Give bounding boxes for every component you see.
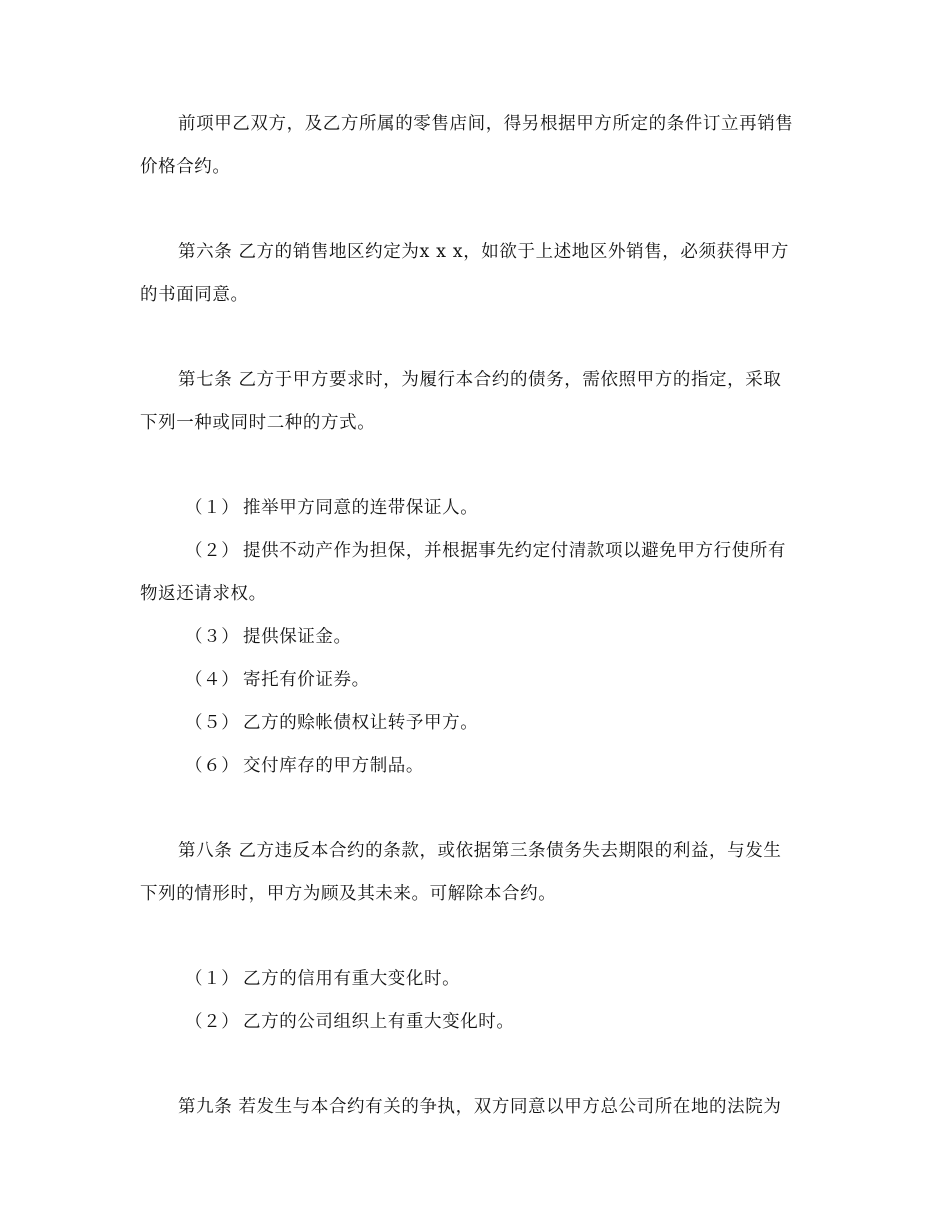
paragraph-line: 前项甲乙双方，及乙方所属的零售店间，得另根据甲方所定的条件订立再销售 <box>178 114 794 134</box>
article-9-heading-line: 第九条 若发生与本合约有关的争执，双方同意以甲方总公司所在地的法院为 <box>178 1097 782 1117</box>
list-item-number: （６） <box>185 756 240 776</box>
list-item-number: （１） <box>185 498 240 518</box>
article-8-heading-line: 第八条 乙方违反本合约的条款，或依据第三条债务失去期限的利益，与发生 <box>178 841 782 861</box>
list-item-number: （４） <box>185 670 240 690</box>
list-item-text: 乙方的赊帐债权让转予甲方。 <box>243 713 479 733</box>
list-item-text: 寄托有价证券。 <box>243 670 370 690</box>
paragraph-line: 下列的情形时，甲方为顾及其未来。可解除本合约。 <box>140 884 557 904</box>
list-item <box>185 967 460 991</box>
list-item-text: 提供不动产作为担保，并根据事先约定付清款项以避免甲方行使所有 <box>243 541 786 561</box>
list-item-number: （１） <box>185 969 240 989</box>
article-7-heading-line: 第七条 乙方于甲方要求时，为履行本合约的债务，需依照甲方的指定，采取 <box>178 370 782 390</box>
list-item-number: （２） <box>185 541 240 561</box>
list-item <box>185 711 478 735</box>
list-item <box>185 625 352 649</box>
list-item <box>185 754 424 778</box>
list-item <box>185 496 478 520</box>
paragraph-line: 物返还请求权。 <box>140 584 267 604</box>
list-item-text: 乙方的公司组织上有重大变化时。 <box>243 1012 515 1032</box>
list-item-number: （５） <box>185 713 240 733</box>
list-item <box>185 1010 515 1034</box>
list-item-text: 提供保证金。 <box>243 627 352 647</box>
list-item-text: 交付库存的甲方制品。 <box>243 756 424 776</box>
list-item-number: （２） <box>185 1012 240 1032</box>
list-item-text: 乙方的信用有重大变化时。 <box>243 969 461 989</box>
paragraph-line: 下列一种或同时二种的方式。 <box>140 413 376 433</box>
list-item <box>185 539 786 563</box>
article-6-heading-line: 第六条 乙方的销售地区约定为x x x，如欲于上述地区外销售，必须获得甲方 <box>178 242 789 262</box>
list-item-number: （３） <box>185 627 240 647</box>
list-item-text: 推举甲方同意的连带保证人。 <box>243 498 479 518</box>
list-item <box>185 668 370 692</box>
paragraph-line: 价格合约。 <box>140 157 231 177</box>
paragraph-line: 的书面同意。 <box>140 285 249 305</box>
